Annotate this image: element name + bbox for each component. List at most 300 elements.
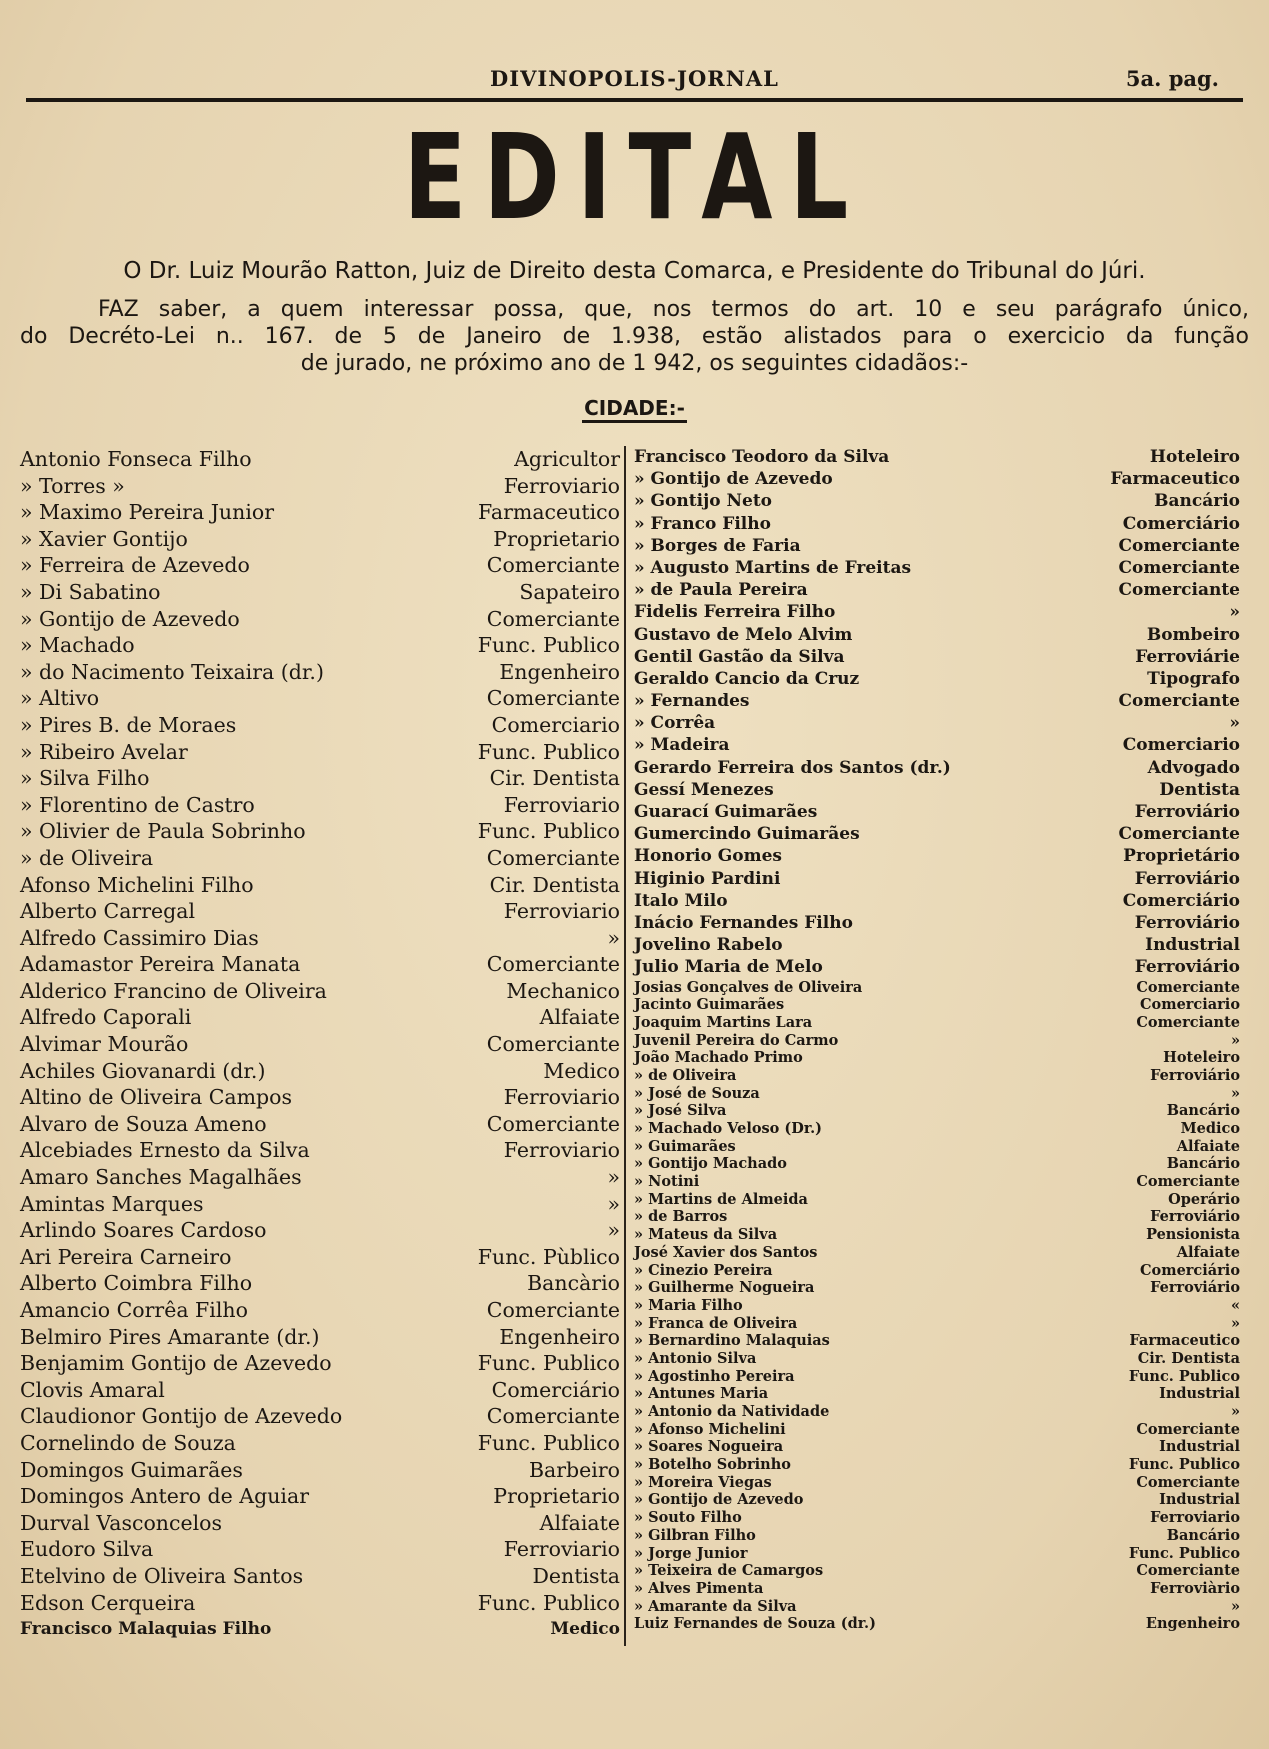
juror-occupation: Func. Publico	[1128, 1367, 1240, 1385]
juror-row	[634, 712, 1240, 734]
juror-row	[20, 872, 620, 899]
juror-row	[20, 925, 620, 952]
juror-occupation: »	[607, 1191, 620, 1216]
juror-name: » Borges de Faria	[634, 535, 801, 556]
juror-row	[634, 1368, 1240, 1386]
juror-row	[634, 624, 1240, 646]
juror-name: Gumercindo Guimarães	[634, 824, 860, 845]
juror-row	[20, 632, 620, 659]
juror-row	[634, 690, 1240, 712]
juror-name: Inácio Fernandes Filho	[634, 912, 853, 933]
juror-row	[20, 1137, 620, 1164]
juror-name: Francisco Malaquias Filho	[20, 1619, 272, 1640]
juror-occupation: Comerciante	[486, 1298, 620, 1322]
juror-row	[20, 1430, 620, 1457]
juror-row	[20, 1004, 620, 1031]
juror-row	[20, 499, 620, 526]
juror-row	[20, 1111, 620, 1138]
juror-name: » Antonio Silva	[634, 1349, 757, 1367]
juror-row	[20, 1590, 620, 1617]
juror-row	[20, 1297, 620, 1324]
juror-name: Alvaro de Souza Ameno	[20, 1111, 267, 1136]
juror-name: » de Oliveira	[20, 845, 154, 870]
juror-name: Cornelindo de Souza	[20, 1430, 236, 1455]
juror-occupation: Ferroviárie	[1135, 646, 1240, 667]
juror-occupation: Func. Publico	[477, 1590, 620, 1615]
juror-occupation: Farmaceutico	[1110, 469, 1240, 490]
juror-occupation: Comerciante	[486, 1404, 620, 1429]
juror-occupation: »	[1230, 1084, 1240, 1102]
juror-occupation: Comerciário	[1122, 890, 1240, 911]
juror-name: » Pires B. de Moraes	[20, 712, 237, 737]
juror-name: » Teixeira de Camargos	[634, 1562, 824, 1580]
juror-name: » Gilbran Filho	[634, 1526, 756, 1544]
juror-occupation: Comerciante	[1118, 580, 1240, 601]
juror-row	[634, 1350, 1240, 1368]
juror-occupation: Alfaiate	[1176, 1137, 1240, 1155]
juror-occupation: Cir. Dentista	[489, 766, 620, 791]
juror-name: Altino de Oliveira Campos	[20, 1085, 293, 1110]
juror-name: João Machado Primo	[634, 1049, 803, 1067]
juror-name: » Souto Filho	[634, 1509, 742, 1527]
juror-name: » Augusto Martins de Freitas	[634, 557, 912, 578]
juror-occupation: »	[607, 1165, 620, 1190]
juror-occupation: Sapateiro	[519, 579, 620, 604]
masthead-rule	[26, 98, 1243, 102]
juror-occupation: Func. Publico	[477, 739, 620, 764]
juror-occupation: Comerciante	[486, 606, 620, 631]
headline: EDITAL	[403, 108, 866, 246]
juror-row	[634, 1580, 1240, 1598]
juror-name: » de Paula Pereira	[634, 580, 808, 601]
juror-name: » Altivo	[20, 686, 100, 711]
juror-name: Jovelino Rabelo	[634, 935, 783, 956]
juror-row	[634, 734, 1240, 756]
juror-name: Alderico Francino de Oliveira	[20, 978, 327, 1003]
juror-occupation: Dentista	[1159, 779, 1240, 800]
juror-name: » Xavier Gontijo	[20, 526, 188, 551]
juror-row	[634, 1049, 1240, 1067]
juror-occupation: Farmaceutico	[478, 500, 620, 525]
juror-occupation: Comerciante	[486, 686, 620, 711]
juror-row	[634, 823, 1240, 845]
juror-row	[634, 513, 1240, 535]
juror-name: » Mateus da Silva	[634, 1226, 778, 1244]
juror-row	[20, 526, 620, 553]
juror-name: Alvimar Mourão	[20, 1032, 189, 1057]
juror-name: Joaquim Martins Lara	[634, 1013, 813, 1031]
juror-occupation: Comerciante	[486, 845, 620, 870]
juror-name: » Antonio da Natividade	[634, 1403, 830, 1420]
juror-row	[634, 557, 1240, 579]
juror-row	[20, 579, 620, 606]
juror-name: » Torres »	[20, 473, 125, 498]
juror-occupation: »	[1230, 1597, 1240, 1615]
juror-name: » de Barros	[634, 1208, 728, 1226]
juror-row	[634, 912, 1240, 934]
juror-name: Geraldo Cancio da Cruz	[634, 668, 860, 689]
juror-row	[634, 1421, 1240, 1439]
juror-occupation: Ferroviario	[503, 899, 620, 924]
juror-occupation: Hoteleiro	[1149, 447, 1240, 467]
juror-name: Gerardo Ferreira dos Santos (dr.)	[634, 757, 951, 778]
juror-name: Amancio Corrêa Filho	[20, 1298, 248, 1322]
juror-occupation: Func. Publico	[477, 1351, 620, 1376]
juror-name: Antonio Fonseca Filho	[20, 447, 252, 471]
juror-occupation: Engenheiro	[499, 1324, 620, 1349]
juror-occupation: »	[607, 1218, 620, 1243]
juror-occupation: Comerciante	[1136, 1473, 1240, 1491]
juror-row	[634, 1509, 1240, 1527]
juror-occupation: Industrial	[1145, 935, 1240, 956]
juror-occupation: Bombeiro	[1146, 624, 1240, 645]
juror-row	[634, 1085, 1240, 1103]
juror-occupation: Medico	[550, 1619, 620, 1640]
juror-row	[634, 535, 1240, 557]
juror-occupation: Pensionista	[1146, 1226, 1240, 1244]
juror-row	[20, 1350, 620, 1377]
juror-occupation: Comerciante	[1118, 824, 1240, 845]
juror-occupation: Ferroviário	[1134, 957, 1240, 978]
juror-occupation: Comerciante	[486, 952, 620, 977]
juror-occupation: Bancário	[1154, 491, 1240, 512]
juror-row	[20, 1457, 620, 1484]
juror-occupation: Cir. Dentista	[489, 872, 620, 897]
juror-name: Gustavo de Melo Alvim	[634, 624, 853, 645]
juror-row	[634, 757, 1240, 779]
juror-occupation: «	[1230, 1296, 1240, 1314]
juror-name: Julio Maria de Melo	[634, 957, 823, 978]
juror-row	[20, 739, 620, 766]
juror-occupation: Alfaiate	[539, 1005, 620, 1030]
juror-occupation: Farmaceutico	[1129, 1332, 1240, 1350]
juror-row	[634, 979, 1240, 997]
juror-row	[20, 712, 620, 739]
juror-row	[634, 468, 1240, 490]
juror-name: » Silva Filho	[20, 766, 150, 791]
juror-occupation: Hoteleiro	[1163, 1049, 1240, 1067]
juror-row	[634, 1598, 1240, 1616]
column-divider	[624, 446, 626, 1646]
juror-row	[634, 1244, 1240, 1262]
juror-occupation: »	[1230, 1031, 1240, 1049]
juror-row	[20, 898, 620, 925]
juror-row	[20, 845, 620, 872]
juror-name: » Agostinho Pereira	[634, 1367, 795, 1385]
juror-name: » Notini	[634, 1173, 700, 1191]
juror-row	[20, 1510, 620, 1537]
juror-name: Alcebiades Ernesto da Silva	[20, 1138, 310, 1163]
juror-name: » Maria Filho	[634, 1296, 743, 1314]
juror-occupation: Ferroviario	[503, 792, 620, 817]
juror-row	[20, 978, 620, 1005]
juror-row	[634, 996, 1240, 1014]
juror-occupation: Comerciário	[1140, 1261, 1240, 1279]
juror-occupation: Proprietario	[493, 1484, 620, 1509]
juror-occupation: Comerciante	[486, 553, 620, 578]
juror-row	[634, 646, 1240, 668]
juror-name: Domingos Antero de Aguiar	[20, 1484, 309, 1509]
juror-occupation: Comerciante	[1136, 1562, 1240, 1580]
juror-occupation: Engenheiro	[499, 659, 620, 684]
juror-row	[20, 606, 620, 633]
juror-row	[634, 446, 1240, 468]
juror-occupation: Comerciante	[1136, 1173, 1240, 1191]
juror-occupation: Comerciario	[491, 712, 620, 737]
juror-row	[634, 845, 1240, 867]
juror-name: » Afonso Michelini	[634, 1420, 786, 1438]
juror-occupation: Comerciário	[491, 1377, 620, 1402]
juror-row	[634, 1456, 1240, 1474]
juror-row	[20, 1563, 620, 1590]
juror-occupation: Comerciario	[1122, 735, 1240, 756]
juror-occupation: Dentista	[532, 1563, 620, 1588]
juror-name: » Guimarães	[634, 1137, 736, 1155]
juror-occupation: »	[1230, 1314, 1240, 1332]
juror-occupation: Ferroviario	[503, 1537, 620, 1562]
juror-name: » Machado	[20, 633, 135, 658]
juror-row	[634, 868, 1240, 890]
juror-name: » Franco Filho	[634, 513, 771, 534]
juror-name: Clovis Amaral	[20, 1377, 165, 1402]
juror-name: Claudionor Gontijo de Azevedo	[20, 1404, 343, 1429]
juror-name: » Gontijo de Azevedo	[634, 1491, 804, 1509]
juror-row	[20, 552, 620, 579]
juror-occupation: Func. Publico	[477, 633, 620, 658]
juror-name: » José de Souza	[634, 1084, 760, 1102]
juror-name: » Antunes Maria	[634, 1385, 769, 1403]
juror-occupation: Comerciante	[1136, 1420, 1240, 1438]
page-number: 5a. pag.	[1125, 66, 1219, 91]
juror-name: Amaro Sanches Magalhães	[20, 1165, 302, 1190]
juror-occupation: Advogado	[1147, 757, 1240, 778]
juror-row	[634, 801, 1240, 823]
juror-row	[634, 1067, 1240, 1085]
juror-row	[634, 890, 1240, 912]
juror-name: » Di Sabatino	[20, 579, 161, 604]
juror-occupation: Medico	[1180, 1120, 1240, 1137]
juror-name: Arlindo Soares Cardoso	[20, 1218, 267, 1243]
juror-name: » Ferreira de Azevedo	[20, 553, 250, 578]
juror-occupation: Func. Publico	[1128, 1456, 1240, 1474]
juror-row	[20, 951, 620, 978]
juror-name: Luiz Fernandes de Souza (dr.)	[634, 1615, 876, 1633]
juror-occupation: Proprietário	[1123, 846, 1240, 867]
juror-occupation: Operário	[1168, 1190, 1240, 1208]
juror-row	[20, 765, 620, 792]
juror-occupation: Agricultor	[514, 447, 620, 471]
juror-occupation: Comerciante	[1118, 535, 1240, 556]
juror-occupation: Industrial	[1159, 1491, 1240, 1509]
juror-occupation: Proprietario	[493, 526, 620, 551]
juror-occupation: Medico	[543, 1058, 620, 1083]
juror-row	[634, 1332, 1240, 1350]
juror-name: Guarací Guimarães	[634, 802, 818, 822]
juror-row	[634, 1014, 1240, 1032]
juror-row	[20, 1244, 620, 1271]
juror-name: Francisco Teodoro da Silva	[634, 447, 890, 467]
juror-occupation: »	[1229, 713, 1240, 734]
juror-row	[634, 1138, 1240, 1156]
juror-name: » Jorge Junior	[634, 1544, 748, 1562]
juror-name: » Cinezio Pereira	[634, 1261, 773, 1279]
juror-row	[20, 446, 620, 473]
juror-name: Etelvino de Oliveira Santos	[20, 1563, 304, 1588]
section-heading	[0, 396, 1269, 420]
juror-name: » José Silva	[634, 1102, 727, 1120]
juror-occupation: Mechanico	[506, 978, 620, 1003]
juror-name: Benjamim Gontijo de Azevedo	[20, 1351, 332, 1376]
juror-name: Higinio Pardini	[634, 868, 781, 889]
juror-occupation: Engenheiro	[1145, 1615, 1240, 1633]
juror-row	[20, 1377, 620, 1404]
juror-row	[634, 1155, 1240, 1173]
juror-occupation: Bancàrio	[527, 1271, 620, 1296]
juror-row	[20, 1031, 620, 1058]
juror-row	[634, 1385, 1240, 1403]
juror-row	[634, 1545, 1240, 1563]
juror-occupation: Ferroviário	[1150, 1208, 1240, 1226]
juror-name: Gentil Gastão da Silva	[634, 646, 845, 667]
juror-occupation: Comerciante	[1136, 978, 1240, 996]
juror-row	[20, 1191, 620, 1218]
juror-row	[20, 1616, 620, 1643]
juror-row	[634, 1438, 1240, 1456]
juror-occupation: Ferroviário	[1150, 1279, 1240, 1297]
juror-occupation: Bancário	[1166, 1102, 1240, 1120]
juror-row	[20, 1324, 620, 1351]
juror-row	[634, 1208, 1240, 1226]
juror-row	[634, 1491, 1240, 1509]
juror-name: Eudoro Silva	[20, 1537, 154, 1562]
juror-occupation: Bancário	[1166, 1526, 1240, 1544]
juror-row	[634, 668, 1240, 690]
juror-occupation: Industrial	[1159, 1385, 1240, 1403]
juror-occupation: Func. Publico	[1128, 1544, 1240, 1562]
juror-row	[634, 1403, 1240, 1421]
juror-name: Adamastor Pereira Manata	[20, 952, 301, 977]
juror-occupation: Ferroviário	[1150, 1066, 1240, 1084]
juror-row	[634, 1120, 1240, 1138]
juror-occupation: Ferroviario	[503, 1138, 620, 1163]
juror-occupation: Ferroviário	[1134, 802, 1240, 822]
juror-name: Josias Gonçalves de Oliveira	[634, 978, 863, 996]
juror-row	[634, 779, 1240, 801]
juror-name: Jacinto Guimarães	[634, 996, 785, 1014]
juror-name: » Gontijo de Azevedo	[20, 606, 240, 631]
juror-row	[634, 1226, 1240, 1244]
juror-row	[20, 792, 620, 819]
juror-row	[20, 473, 620, 500]
juror-occupation: Cir. Dentista	[1137, 1349, 1240, 1367]
juror-occupation: Comerciante	[1118, 557, 1240, 578]
juror-occupation: »	[1229, 602, 1240, 623]
juror-row	[20, 1217, 620, 1244]
juror-occupation: »	[607, 925, 620, 950]
juror-name: » Bernardino Malaquias	[634, 1332, 830, 1350]
juror-name: » Gontijo Machado	[634, 1155, 787, 1173]
juror-row	[20, 1058, 620, 1085]
juror-name: Juvenil Pereira do Carmo	[634, 1031, 839, 1049]
juror-occupation: Bancário	[1166, 1155, 1240, 1173]
juror-row	[634, 1032, 1240, 1050]
left-juror-column	[20, 446, 620, 1643]
juror-row	[20, 659, 620, 686]
juror-name: Edson Cerqueira	[20, 1590, 196, 1615]
juror-occupation: Ferroviário	[1134, 912, 1240, 933]
juror-occupation: Comerciante	[486, 1032, 620, 1057]
intro-notice	[20, 296, 1249, 377]
intro-line-1: FAZ saber, a quem interessar possa, que, nos termos do art. 10 e seu parágrafo único,	[98, 297, 1249, 322]
juror-row	[634, 956, 1240, 978]
juror-name: Ari Pereira Carneiro	[20, 1244, 232, 1269]
juror-name: » Franca de Oliveira	[634, 1314, 798, 1332]
juror-name: » do Nacimento Teixaira (dr.)	[20, 659, 324, 684]
juror-name: » de Oliveira	[634, 1066, 737, 1084]
juror-name: » Gontijo de Azevedo	[634, 469, 833, 490]
juror-row	[634, 579, 1240, 601]
intro-line-2: do Decréto-Lei n.. 167. de 5 de Janeiro de 1.938, estão alistados para o exercicio da função	[20, 324, 1249, 349]
juror-row	[634, 1191, 1240, 1209]
juror-row	[634, 1297, 1240, 1315]
juror-name: Fidelis Ferreira Filho	[634, 602, 836, 623]
juror-occupation: Tipografo	[1147, 668, 1240, 689]
intro-judge: O Dr. Luiz Mourão Ratton, Juiz de Direito desta Comarca, e Presidente do Tribunal do Júri.	[123, 258, 1146, 284]
juror-occupation: Alfaiate	[1176, 1243, 1240, 1261]
juror-occupation: Alfaiate	[539, 1510, 620, 1535]
juror-row	[20, 1270, 620, 1297]
juror-row	[634, 1474, 1240, 1492]
juror-name: » Botelho Sobrinho	[634, 1456, 791, 1474]
juror-name: Belmiro Pires Amarante (dr.)	[20, 1324, 320, 1349]
juror-row	[634, 1173, 1240, 1191]
right-juror-column	[634, 446, 1240, 1633]
juror-row	[634, 1615, 1240, 1633]
juror-name: » Olivier de Paula Sobrinho	[20, 819, 306, 844]
juror-row	[634, 1102, 1240, 1120]
juror-row	[20, 685, 620, 712]
juror-name: » Martins de Almeida	[634, 1190, 808, 1208]
juror-name: José Xavier dos Santos	[634, 1243, 818, 1261]
juror-row	[20, 1536, 620, 1563]
juror-row	[20, 1084, 620, 1111]
juror-name: Domingos Guimarães	[20, 1457, 243, 1482]
juror-name: » Corrêa	[634, 713, 716, 734]
juror-name: » Fernandes	[634, 691, 750, 712]
juror-name: » Guilherme Nogueira	[634, 1279, 815, 1297]
juror-occupation: Barbeiro	[528, 1457, 620, 1482]
juror-row	[634, 1262, 1240, 1280]
juror-occupation: Ferroviario	[503, 1085, 620, 1110]
juror-occupation: Ferroviario	[1150, 1509, 1240, 1527]
juror-name: Gessí Menezes	[634, 779, 774, 800]
newspaper-title: DIVINOPOLIS-JORNAL	[490, 66, 779, 91]
juror-name: » Amarante da Silva	[634, 1597, 797, 1615]
juror-name: Honorio Gomes	[634, 846, 783, 867]
juror-row	[20, 1483, 620, 1510]
juror-name: Alberto Carregal	[20, 899, 196, 924]
juror-row	[634, 1315, 1240, 1333]
juror-occupation: Ferroviário	[1134, 868, 1240, 889]
juror-row	[20, 1164, 620, 1191]
juror-name: Durval Vasconcelos	[20, 1510, 223, 1535]
juror-occupation: Ferroviario	[503, 473, 620, 498]
juror-row	[20, 818, 620, 845]
masthead	[26, 62, 1243, 102]
juror-name: » Alves Pimenta	[634, 1579, 764, 1597]
juror-occupation: Comerciante	[486, 1111, 620, 1136]
juror-name: » Machado Veloso (Dr.)	[634, 1120, 823, 1137]
